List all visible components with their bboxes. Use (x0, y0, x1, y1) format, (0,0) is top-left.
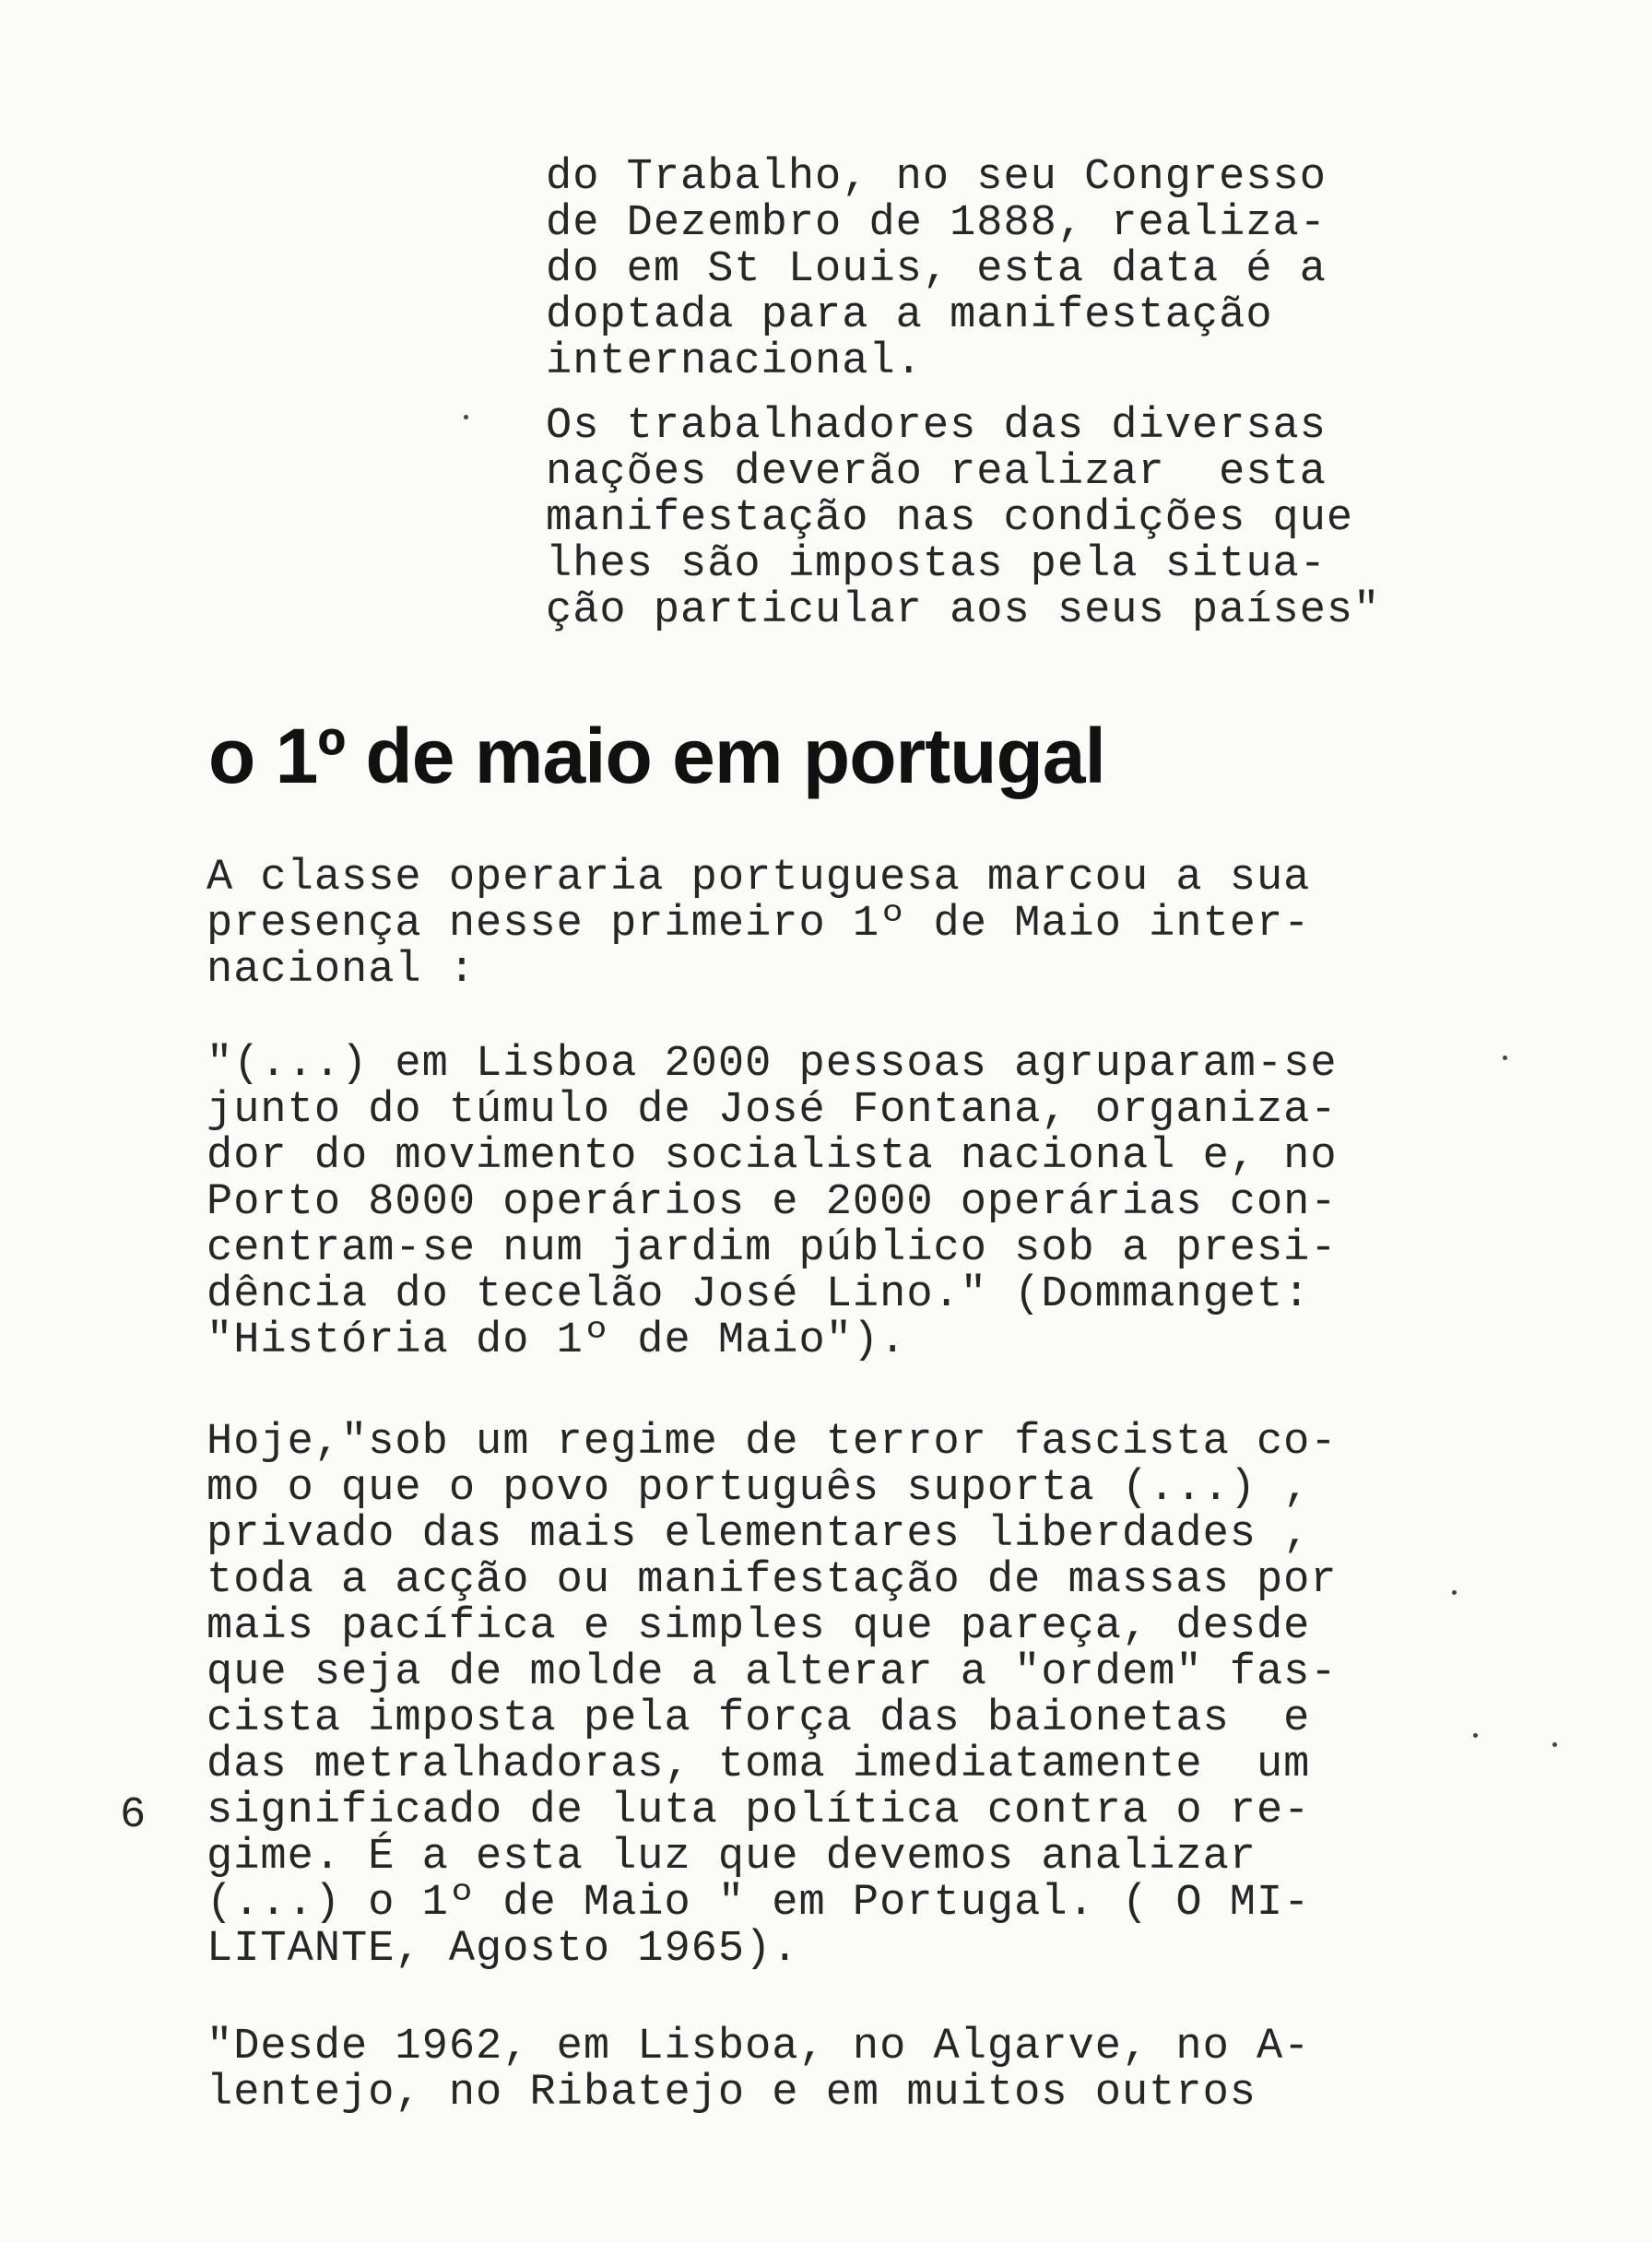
text-line: centram-se num jardim público sob a presi- (206, 1224, 1338, 1273)
body-paragraph-3 (206, 1420, 1338, 1973)
scan-speck (464, 415, 468, 419)
text-line: gime. É a esta luz que devemos analizar (206, 1833, 1257, 1882)
scan-speck (1452, 1590, 1457, 1595)
scan-speck (1552, 1742, 1557, 1747)
text-line: cista imposta pela força das baionetas e (206, 1694, 1311, 1743)
text-line: lhes são impostas pela situa- (546, 540, 1327, 589)
body-paragraph-1 (206, 856, 1310, 994)
body-paragraph-4 (206, 2024, 1310, 2117)
text-line: dor do movimento socialista nacional e, no (206, 1132, 1338, 1181)
text-line: nacional : (206, 946, 477, 995)
text-line: junto do túmulo de José Fontana, organiza- (206, 1086, 1338, 1135)
text-line: lentejo, no Ribatejo e em muitos outros (206, 2069, 1257, 2118)
text-line: manifestação nas condições que (546, 494, 1354, 543)
page-number: 6 (120, 1791, 147, 1840)
text-line: toda a acção ou manifestação de massas por (206, 1556, 1338, 1605)
text-line: A classe operaria portuguesa marcou a sua (206, 854, 1311, 903)
text-line: privado das mais elementares liberdades , (206, 1510, 1311, 1559)
text-line: nações deverão realizar esta (546, 448, 1327, 497)
text-line: ção particular aos seus países" (546, 586, 1381, 635)
scan-speck (1503, 1056, 1507, 1060)
text-line: mais pacífica e simples que pareça, desde (206, 1602, 1311, 1651)
text-line: "História do 1º de Maio"). (206, 1316, 907, 1365)
text-line: Hoje,"sob um regime de terror fascista co- (206, 1418, 1338, 1467)
text-line: que seja de molde a alterar a "ordem" fas- (206, 1648, 1338, 1697)
scan-speck (1473, 1733, 1478, 1738)
quote-paragraph-2 (546, 404, 1380, 634)
text-line: internacional. (546, 337, 923, 386)
text-line: "(...) em Lisboa 2000 pessoas agruparam-se (206, 1040, 1338, 1089)
text-line: (...) o 1º de Maio " em Portugal. ( O MI- (206, 1879, 1311, 1928)
text-line: mo o que o povo português suporta (...) , (206, 1464, 1311, 1513)
text-line: dência do tecelão José Lino." (Dommanget: (206, 1270, 1311, 1319)
text-line: presença nesse primeiro 1º de Maio inter- (206, 900, 1311, 949)
text-line: doptada para a manifestação (546, 291, 1273, 340)
text-line: significado de luta política contra o re- (206, 1787, 1311, 1835)
text-line: das metralhadoras, toma imediatamente um (206, 1740, 1311, 1789)
text-line: Porto 8000 operários e 2000 operárias con- (206, 1178, 1338, 1227)
text-line: Os trabalhadores das diversas (546, 402, 1327, 451)
quote-paragraph-1 (546, 155, 1327, 385)
body-paragraph-2 (206, 1042, 1338, 1364)
text-line: do Trabalho, no seu Congresso (546, 153, 1327, 202)
text-line: "Desde 1962, em Lisboa, no Algarve, no A- (206, 2023, 1311, 2071)
text-line: de Dezembro de 1888, realiza- (546, 199, 1327, 248)
text-line: LITANTE, Agosto 1965). (206, 1925, 799, 1974)
section-heading: o 1º de maio em portugal (208, 713, 1105, 799)
text-line: do em St Louis, esta data é a (546, 245, 1327, 294)
